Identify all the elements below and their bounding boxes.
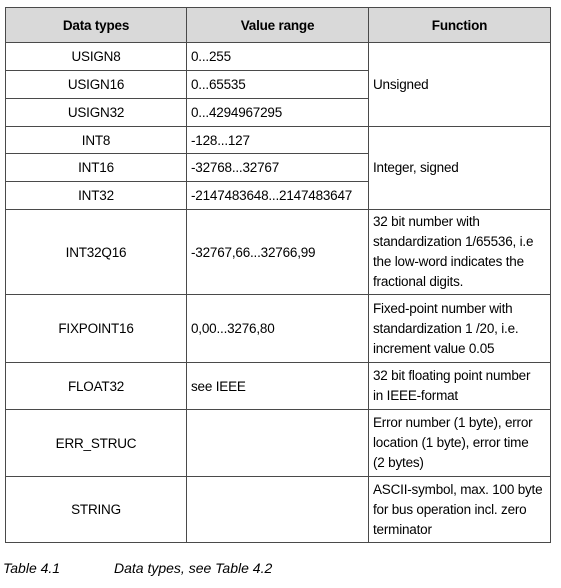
value-range-cell: see IEEE: [187, 363, 369, 410]
function-line: Fixed-point number with: [373, 300, 513, 316]
function-line: standardization 1/65536, i.e: [373, 234, 534, 249]
table-row: [6, 43, 551, 71]
data-type-cell: INT32Q16: [6, 210, 187, 295]
header-function: Function: [369, 8, 551, 43]
function-line: location (1 byte), error time: [373, 435, 529, 450]
function-line: terminator: [373, 521, 432, 537]
function-line: Unsigned: [373, 76, 429, 92]
value-range-cell: -2147483648...2147483647: [187, 182, 369, 210]
caption-label: Table 4.1: [3, 560, 61, 576]
data-types-table: [5, 7, 551, 543]
function-cell: [369, 477, 551, 543]
data-type-cell: FLOAT32: [6, 363, 187, 410]
table-row: [6, 410, 551, 477]
value-range-cell: 0...255: [187, 43, 369, 71]
data-type-cell: STRING: [6, 477, 187, 543]
caption-text: Data types, see Table 4.2: [114, 560, 273, 576]
data-type-cell: ERR_STRUC: [6, 410, 187, 477]
table-caption: [3, 560, 273, 576]
function-line: (2 bytes): [373, 455, 424, 470]
function-line: ASCII-symbol, max. 100 byte: [373, 481, 543, 497]
value-range-cell: [187, 410, 369, 477]
function-line: Integer, signed: [373, 160, 459, 175]
function-line: increment value 0.05: [373, 340, 495, 356]
header-value-range: Value range: [187, 8, 369, 43]
value-range-cell: [187, 477, 369, 543]
value-range-cell: 0,00...3276,80: [187, 295, 369, 363]
data-type-cell: USIGN16: [6, 71, 187, 99]
table-row: [6, 363, 551, 410]
value-range-cell: -128...127: [187, 127, 369, 154]
data-type-cell: FIXPOINT16: [6, 295, 187, 363]
table-row: [6, 210, 551, 295]
function-line: in IEEE-format: [373, 388, 458, 403]
data-type-cell: USIGN8: [6, 43, 187, 71]
table-row: [6, 295, 551, 363]
function-cell: [369, 127, 551, 210]
function-line: Error number (1 byte), error: [373, 415, 533, 430]
data-type-cell: INT16: [6, 154, 187, 182]
table-row: [6, 127, 551, 154]
function-line: fractional digits.: [373, 274, 464, 289]
function-cell: [369, 363, 551, 410]
function-line: 32 bit floating point number: [373, 368, 531, 383]
value-range-cell: 0...4294967295: [187, 99, 369, 127]
header-data-types: Data types: [6, 8, 187, 43]
data-type-cell: INT8: [6, 127, 187, 154]
function-line: standardization 1 /20, i.e.: [373, 320, 519, 336]
function-line: for bus operation incl. zero: [373, 501, 527, 517]
data-type-cell: USIGN32: [6, 99, 187, 127]
function-line: the low-word indicates the: [373, 254, 524, 269]
function-cell: [369, 210, 551, 295]
function-cell: [369, 295, 551, 363]
function-cell: [369, 43, 551, 127]
value-range-cell: -32767,66...32766,99: [187, 210, 369, 295]
value-range-cell: 0...65535: [187, 71, 369, 99]
data-type-cell: INT32: [6, 182, 187, 210]
function-cell: [369, 410, 551, 477]
value-range-cell: -32768...32767: [187, 154, 369, 182]
table-row: [6, 477, 551, 543]
function-line: 32 bit number with: [373, 214, 480, 229]
header-row: [6, 8, 551, 43]
